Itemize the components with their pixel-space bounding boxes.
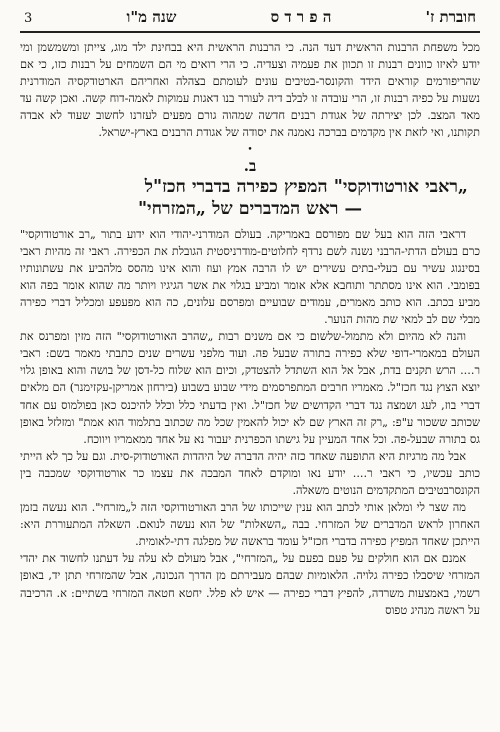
- section-subtitle: — ראש המדברים של „המזרחי": [137, 198, 363, 219]
- paragraph-body-4: מה שצר לי ומלאן אותי לכתב הוא ענין שייכותו של הרב האורטודוקסי הזה ל„מזרחי". הוא נעשה בזמן האחרון לראש המדברים של המזרחי. בבה „השאלות" של הוא נעשה לנואם. השאלה המתעוררת היא: הייתכן שאחד המפיץ כפירה בדברי חכז"ל עומד בראשה של מפלגה דתי-לאומית.: [20, 501, 480, 549]
- running-head: [20, 8, 480, 31]
- year-label: שנה מ"ו: [126, 8, 177, 26]
- header-rule: [20, 31, 480, 33]
- paragraph-intro: מכל משפחת הרבנות הראשית דעד הנה. כי הרבנות הראשית היא בבחינת ילד מוג, צייתן ומשמשמן ומי יודע לאיזו כוונים רבנות זו תכוון את פעמיה וצעדיה. כי הרי רואים מי הם השמחים על רבנות כזו, כי אם שהריפורמים קוראים הידד והקונסר-בטיבים עונים לעומתם בצהלה ואחריהם הארטודקסיה המודרנית נשעות על כפיה רבנות זו, הרי עובדה זו לבלב דיה לעורר בנו דאגות עמוקות לאמה-דוח קשה. ואכן קשה עד מאד המצב. לכן יצירתה של אגודת רבנים חדשה שמהוה גורם מפעים לעזרנו לחשוב שעוד לא אבדה תקותנו, ואי לזאת אין מקדמים בברכה נאמנה את יסודה של אגודת הרבנים בארץ-ישראל.: [20, 41, 480, 140]
- section-separator: •: [247, 144, 253, 155]
- journal-title: ה פ ר ד ס: [270, 8, 332, 26]
- paragraph-body-5: אמנם אם הוא חולקים על פעם בפעם על „המזרחי", אבל מעולם לא עלה על דעתנו לחשוד את יהדי המזרחי שיסבלו כפירה גלויה. הלאומיות שבהם מעבירתם מן הדרך הנכונה, אבל שהמזרחי תתן יד, באופן רשמי, באמצעות משרדה, להפיץ דברי כפירה — איש לא פלל. יחטא חטאה המזרחי בשתיים: א. הרכיבה על ראשה מנהיג טפוס: [20, 552, 480, 617]
- paragraph-body-2: והנה לא מהיום ולא מתמול-שלשום כי אם משנים רבות „שהרב האורטודוקסי" הזה מזין ומפרנס את העולם במאמרי-דופי שלא כפירה בתורה שבעל פה. ועוד מלפני עשרים שנים כתבתי מאמר בשם: ראבי ר.... הרש תקנים בדת, אבל אל הוא השתדל להצטדק, וכיום הוא שלוח כל-דסן של בושה והוא באופן גלוי יוצא הצוץ נגד חכז"ל. מאמריו חרבים המתפרסמים מידי שבוע בשבוע (בירחון אמריקן-עקזימנר) הם מלאים דברי בוז, לעג ושמצה נגד דברי הקדושים של חכז"ל. ואין בדעתי כלל וכלל להיכנס כאן בפולמוס עם אחד שכותב ששכור ע"פ: „רק זה הארץ שם לא יכול להאמין שכל מה שכתוב בתלמוד הוא אמת" ומזלזל באופן גס בתורה שבעל-פה. וכל אחד המעיין על גישתו הכפרנית יעבור נא על אחד ממאמריו ויווכח.: [20, 330, 480, 446]
- section-letter: ב.: [243, 156, 257, 175]
- page-number: 3: [24, 11, 33, 26]
- paragraph-body-3: אבל מה מרגיזת היא התופעה שאחד כזה יהיה הדברה של היהדות האורטודוק-סית. וגם על כך לא הייתי כותב עכשיו, כי ראבי ר.... יודע נאו ומוקדם לאחד המבכה את עצמו כר אורטודוקסי שמכבה בין הקונסרבטיבים המתקדמים הנוטים משאלה.: [20, 449, 480, 497]
- issue-label: חוברת ז': [425, 8, 476, 26]
- paragraph-body-1: דראבי הזה הוא בעל שם מפורסם באמריקה. בעולם המודרני-יהודי הוא ידוע בתור „רב אורטודוקסי" כרם בעולם הדתי-הרבני נשנה לשם נרדף לחלוטים-מודרניסטית הגובלת את הכפירה. ראבי זה מהיות ראבי בסינגוג עשיר עם בעלי-בתים עשירים יש לו הרבה אמץ ועוז והוא אינו מהסס מלהביע את עשתונותיו בפומבי. הוא אינו מסתתר ותוחבא אלא אומר ומביע בגלוי את אשר הגיגיו ויותר מה שהוא אומר בפה הוא מביע בכתב. הוא כותב מאמרים, עמודים שבועיים ומפרסם עלונים, כה הוא מפעפע ומכליל דברי כפירה מבלי שם לב למאי שת מהות הנוער.: [20, 227, 480, 327]
- section-title: „ראבי אורטודוקסי" המפיץ כפירה בדברי חכז"ל: [144, 176, 468, 197]
